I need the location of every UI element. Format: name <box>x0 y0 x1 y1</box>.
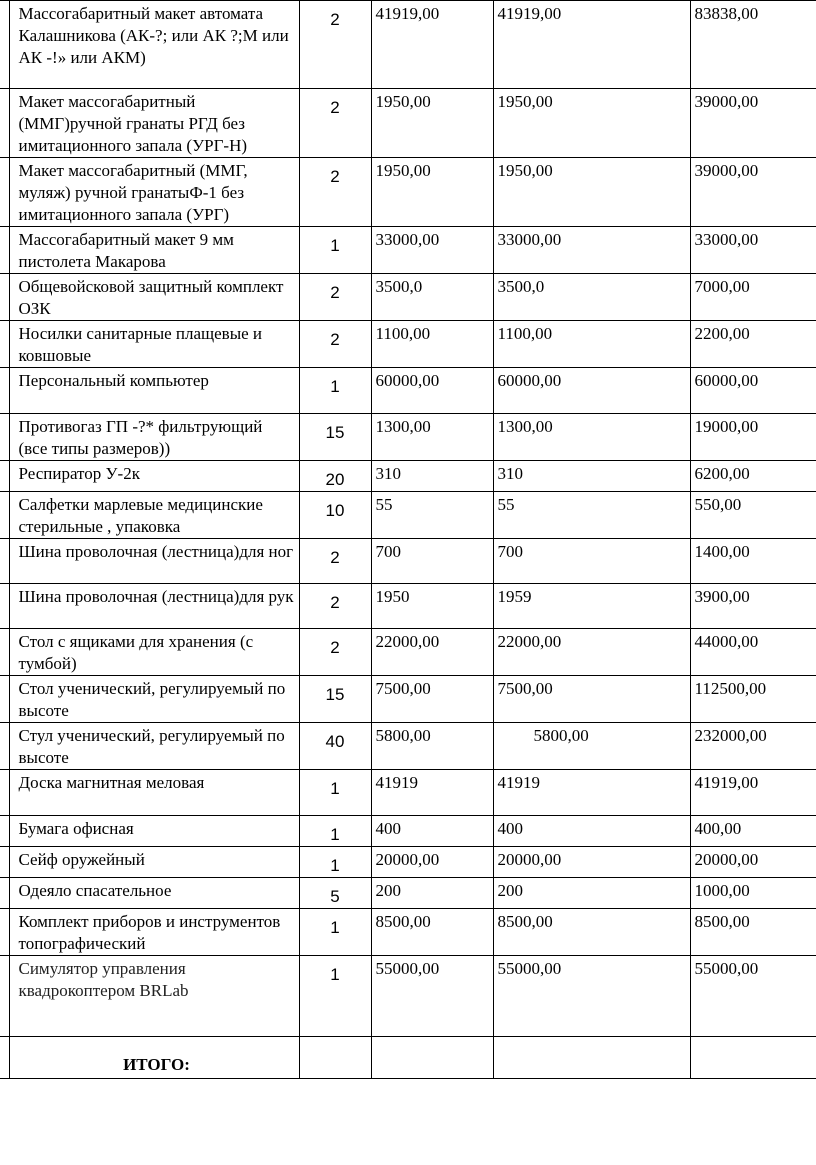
item-price: 1950 <box>371 584 493 629</box>
item-name: Комплект приборов и инструментов топографический <box>9 909 299 956</box>
item-price: 400 <box>371 816 493 847</box>
item-name: Стол ученический, регулируемый по высоте <box>9 676 299 723</box>
item-name: Противогаз ГП -?* фильтрующий (все типы размеров)) <box>9 414 299 461</box>
item-price2: 60000,00 <box>493 368 690 414</box>
item-price2: 41919,00 <box>493 1 690 89</box>
item-price: 310 <box>371 461 493 492</box>
item-price: 33000,00 <box>371 227 493 274</box>
item-price: 7500,00 <box>371 676 493 723</box>
item-price: 41919 <box>371 770 493 816</box>
item-price2: 1959 <box>493 584 690 629</box>
item-total: 1000,00 <box>690 878 816 909</box>
item-price: 1300,00 <box>371 414 493 461</box>
item-qty: 1 <box>299 909 371 956</box>
table-row <box>0 847 816 878</box>
item-qty: 1 <box>299 368 371 414</box>
item-total: 7000,00 <box>690 274 816 321</box>
item-qty: 1 <box>299 816 371 847</box>
item-name: Симулятор управления квадрокоптером BRLab <box>9 956 299 1037</box>
item-name: Бумага офисная <box>9 816 299 847</box>
item-price2: 41919 <box>493 770 690 816</box>
item-name: Стол с ящиками для хранения (с тумбой) <box>9 629 299 676</box>
item-price: 60000,00 <box>371 368 493 414</box>
item-total: 1400,00 <box>690 539 816 584</box>
item-qty: 1 <box>299 770 371 816</box>
item-total: 33000,00 <box>690 227 816 274</box>
item-qty: 1 <box>299 227 371 274</box>
item-qty: 1 <box>299 956 371 1037</box>
item-total: 20000,00 <box>690 847 816 878</box>
table-row <box>0 909 816 956</box>
total-qty-cell <box>299 1037 371 1079</box>
item-price: 55000,00 <box>371 956 493 1037</box>
table-row <box>0 629 816 676</box>
table-row <box>0 878 816 909</box>
item-price2: 3500,0 <box>493 274 690 321</box>
item-price2: 200 <box>493 878 690 909</box>
item-name: Массогабаритный макет 9 мм пистолета Макарова <box>9 227 299 274</box>
total-label: ИТОГО: <box>9 1037 299 1079</box>
item-name: Общевойсковой защитный комплект ОЗК <box>9 274 299 321</box>
item-total: 8500,00 <box>690 909 816 956</box>
item-qty: 5 <box>299 878 371 909</box>
item-price2: 8500,00 <box>493 909 690 956</box>
item-total: 112500,00 <box>690 676 816 723</box>
item-total: 41919,00 <box>690 770 816 816</box>
item-total: 19000,00 <box>690 414 816 461</box>
item-price: 22000,00 <box>371 629 493 676</box>
item-price2: 5800,00 <box>493 723 690 770</box>
table-row <box>0 492 816 539</box>
table-row <box>0 539 816 584</box>
item-qty: 10 <box>299 492 371 539</box>
item-total: 39000,00 <box>690 89 816 158</box>
table-row <box>0 956 816 1037</box>
item-name: Салфетки марлевые медицинские стерильные , упаковка <box>9 492 299 539</box>
item-price2: 1950,00 <box>493 89 690 158</box>
item-price2: 400 <box>493 816 690 847</box>
item-name: Макет массогабаритный (ММГ, муляж) ручной гранатыФ-1 без имитационного запала (УРГ) <box>9 158 299 227</box>
item-qty: 2 <box>299 584 371 629</box>
table-row <box>0 414 816 461</box>
item-total: 55000,00 <box>690 956 816 1037</box>
item-name: Персональный компьютер <box>9 368 299 414</box>
item-qty: 2 <box>299 539 371 584</box>
item-total: 400,00 <box>690 816 816 847</box>
item-price2: 55000,00 <box>493 956 690 1037</box>
table-row <box>0 461 816 492</box>
item-qty: 1 <box>299 847 371 878</box>
total-price2-cell <box>493 1037 690 1079</box>
table-row <box>0 1 816 89</box>
item-price: 55 <box>371 492 493 539</box>
item-price: 41919,00 <box>371 1 493 89</box>
item-name: Носилки санитарные плащевые и ковшовые <box>9 321 299 368</box>
item-name: Стул ученический, регулируемый по высоте <box>9 723 299 770</box>
item-price2: 700 <box>493 539 690 584</box>
item-price: 3500,0 <box>371 274 493 321</box>
item-price2: 310 <box>493 461 690 492</box>
item-name: Шина проволочная (лестница)для ног <box>9 539 299 584</box>
item-total: 60000,00 <box>690 368 816 414</box>
item-price: 1950,00 <box>371 158 493 227</box>
table-row <box>0 723 816 770</box>
item-price: 20000,00 <box>371 847 493 878</box>
item-price: 700 <box>371 539 493 584</box>
item-price2: 22000,00 <box>493 629 690 676</box>
table-row <box>0 274 816 321</box>
table-row <box>0 584 816 629</box>
item-qty: 20 <box>299 461 371 492</box>
item-total: 44000,00 <box>690 629 816 676</box>
table-row <box>0 676 816 723</box>
item-qty: 2 <box>299 274 371 321</box>
item-name: Шина проволочная (лестница)для рук <box>9 584 299 629</box>
item-qty: 2 <box>299 321 371 368</box>
item-total: 39000,00 <box>690 158 816 227</box>
item-total: 83838,00 <box>690 1 816 89</box>
item-name: Макет массогабаритный (ММГ)ручной гранаты РГД без имитационного запала (УРГ-Н) <box>9 89 299 158</box>
item-qty: 2 <box>299 1 371 89</box>
item-price: 8500,00 <box>371 909 493 956</box>
item-price2: 7500,00 <box>493 676 690 723</box>
item-total: 3900,00 <box>690 584 816 629</box>
total-row <box>0 1037 816 1079</box>
total-price-cell <box>371 1037 493 1079</box>
table-row <box>0 321 816 368</box>
item-qty: 15 <box>299 414 371 461</box>
item-name: Массогабаритный макет автомата Калашникова (АК-?; или АК ?;М или АК -!» или АКМ) <box>9 1 299 89</box>
item-price: 1100,00 <box>371 321 493 368</box>
item-price: 200 <box>371 878 493 909</box>
table-row <box>0 368 816 414</box>
item-total: 6200,00 <box>690 461 816 492</box>
item-qty: 40 <box>299 723 371 770</box>
item-total: 550,00 <box>690 492 816 539</box>
item-name: Доска магнитная меловая <box>9 770 299 816</box>
item-total: 2200,00 <box>690 321 816 368</box>
table-row <box>0 770 816 816</box>
total-sum-cell <box>690 1037 816 1079</box>
item-qty: 15 <box>299 676 371 723</box>
item-price2: 1100,00 <box>493 321 690 368</box>
item-price: 1950,00 <box>371 89 493 158</box>
item-price2: 20000,00 <box>493 847 690 878</box>
item-price2: 1300,00 <box>493 414 690 461</box>
table-row <box>0 158 816 227</box>
item-qty: 2 <box>299 89 371 158</box>
table-row <box>0 227 816 274</box>
item-total: 232000,00 <box>690 723 816 770</box>
item-price2: 1950,00 <box>493 158 690 227</box>
item-price: 5800,00 <box>371 723 493 770</box>
item-name: Одеяло спасательное <box>9 878 299 909</box>
item-price2: 33000,00 <box>493 227 690 274</box>
item-qty: 2 <box>299 629 371 676</box>
item-qty: 2 <box>299 158 371 227</box>
item-name: Сейф оружейный <box>9 847 299 878</box>
item-name: Респиратор У-2к <box>9 461 299 492</box>
table-row <box>0 816 816 847</box>
item-price2: 55 <box>493 492 690 539</box>
table-row <box>0 89 816 158</box>
